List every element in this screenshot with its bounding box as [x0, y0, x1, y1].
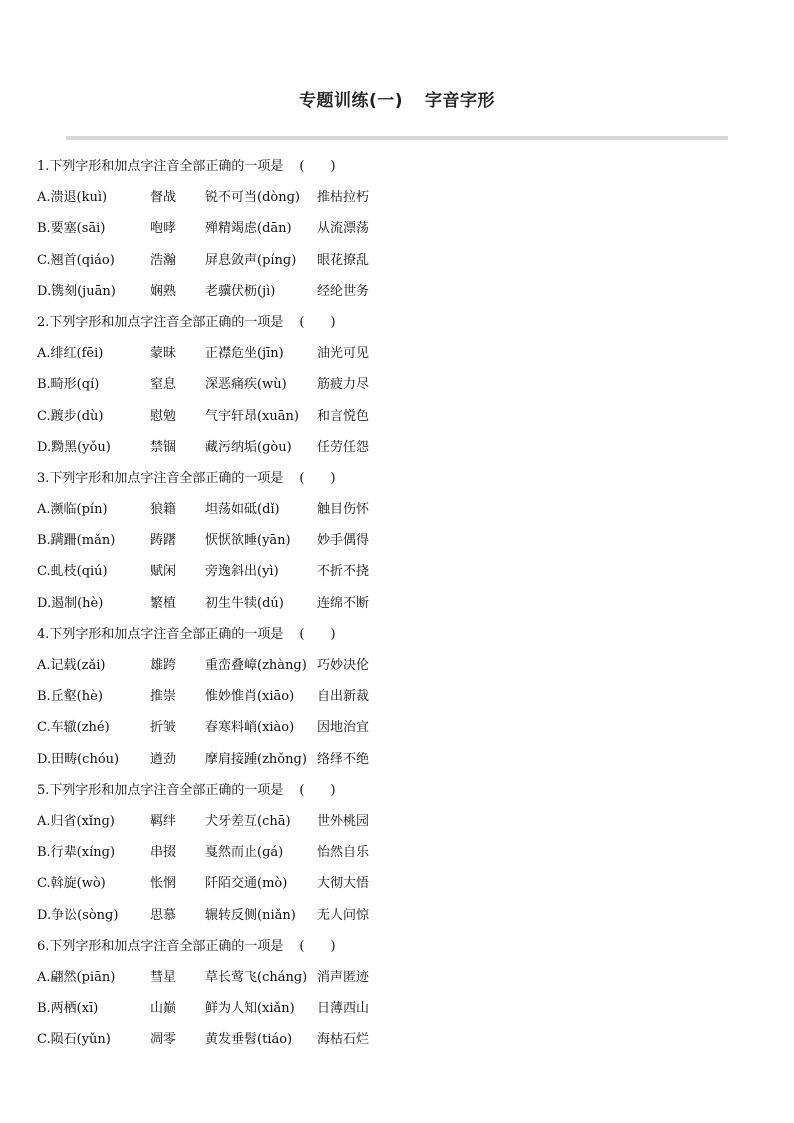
option-word-3: 鲜为人知(xiǎn) — [205, 1001, 295, 1017]
option-word-1: C.虬枝(qiú) — [37, 564, 108, 580]
option-word-1: B.丘壑(hè) — [37, 689, 103, 705]
option-row-1d — [37, 276, 757, 307]
question-number: 6. — [37, 938, 50, 954]
option-word-3: 草长莺飞(chánɡ) — [205, 969, 308, 985]
option-word-3: 阡陌交通(mò) — [205, 876, 288, 892]
option-row-3c — [37, 556, 757, 587]
question-number: 4. — [37, 626, 50, 642]
option-word-2: 督战 — [150, 190, 177, 206]
option-row-1b — [37, 213, 757, 244]
option-word-2: 串掇 — [150, 845, 177, 861]
option-word-3: 藏污纳垢(ɡòu) — [205, 439, 292, 455]
question-number: 2. — [37, 314, 50, 330]
option-word-2: 雄跨 — [150, 658, 177, 673]
option-word-2: 折皱 — [150, 720, 177, 736]
option-word-2: 踌躇 — [150, 533, 177, 549]
option-word-3: 黄发垂髫(tiáo) — [205, 1032, 293, 1048]
option-word-3: 屏息敛声(pínɡ) — [205, 252, 297, 268]
question-text: 下列字形和加点字注音全部正确的一项是 — [49, 782, 284, 798]
option-word-4: 大彻大悟 — [317, 876, 370, 892]
option-row-6b — [37, 993, 757, 1024]
option-word-2: 山巅 — [150, 1001, 177, 1017]
question-list — [37, 151, 757, 1055]
answer-bracket: ( ) — [299, 626, 336, 642]
option-word-4: 推枯拉朽 — [317, 190, 370, 206]
option-row-4a — [37, 650, 757, 681]
option-word-1: B.行辈(xínɡ) — [37, 845, 116, 861]
option-word-1: A.濒临(pín) — [37, 502, 108, 518]
option-word-3: 坦荡如砥(dǐ) — [205, 502, 280, 518]
question-stem-6 — [37, 931, 757, 962]
title-divider — [66, 136, 728, 140]
answer-bracket: ( ) — [299, 782, 336, 798]
question-text: 下列字形和加点字注音全部正确的一项是 — [49, 159, 284, 174]
option-row-6c — [37, 1024, 757, 1055]
page-title — [0, 86, 794, 111]
option-row-6a — [37, 962, 757, 993]
option-word-4: 妙手偶得 — [317, 533, 370, 549]
option-word-2: 遒劲 — [150, 751, 177, 767]
option-word-1: C.翘首(qiáo) — [37, 252, 115, 268]
option-word-1: D.田畴(chóu) — [37, 751, 120, 767]
option-word-1: A.绯红(fēi) — [37, 346, 104, 362]
option-word-1: C.车辙(zhé) — [37, 720, 110, 736]
option-row-2c — [37, 401, 757, 432]
option-word-4: 眼花撩乱 — [317, 252, 370, 268]
option-word-3: 辗转反侧(niǎn) — [205, 907, 296, 923]
option-word-3: 恹恹欲睡(yān) — [205, 533, 291, 549]
option-word-4: 从流漂荡 — [317, 221, 370, 237]
option-row-4d — [37, 744, 757, 775]
option-word-4: 油光可见 — [317, 346, 370, 362]
answer-bracket: ( ) — [299, 938, 336, 954]
option-row-1a — [37, 182, 757, 213]
option-word-4: 和言悦色 — [317, 408, 370, 424]
option-word-3: 锐不可当(dònɡ) — [205, 190, 300, 206]
option-word-2: 思慕 — [150, 907, 177, 923]
option-word-3: 气宇轩昂(xuān) — [205, 408, 299, 424]
option-word-1: A.记载(zǎi) — [37, 658, 106, 673]
option-row-5a — [37, 806, 757, 837]
answer-bracket: ( ) — [299, 314, 336, 330]
option-word-2: 慰勉 — [150, 408, 177, 424]
option-word-1: C.陨石(yǔn) — [37, 1032, 111, 1048]
option-word-1: D.遏制(hè) — [37, 595, 104, 611]
question-stem-2 — [37, 307, 757, 338]
option-word-3: 摩肩接踵(zhǒnɡ) — [205, 751, 307, 767]
answer-bracket: ( ) — [299, 159, 336, 174]
option-word-3: 重峦叠嶂(zhànɡ) — [205, 658, 307, 673]
option-word-2: 浩瀚 — [150, 252, 177, 268]
option-word-4: 不折不挠 — [317, 564, 370, 580]
option-word-4: 世外桃园 — [317, 813, 370, 829]
option-word-1: A.溃退(kuì) — [37, 190, 108, 206]
question-stem-1 — [37, 151, 757, 182]
option-row-5d — [37, 900, 757, 931]
question-stem-5 — [37, 775, 757, 806]
option-word-2: 怅惘 — [150, 876, 177, 892]
question-text: 下列字形和加点字注音全部正确的一项是 — [49, 938, 284, 954]
option-word-4: 消声匿迹 — [317, 969, 370, 985]
option-row-3b — [37, 525, 757, 556]
option-row-1c — [37, 245, 757, 276]
option-word-4: 无人问惊 — [317, 907, 370, 923]
option-word-1: B.畸形(qí) — [37, 377, 100, 393]
question-text: 下列字形和加点字注音全部正确的一项是 — [49, 314, 284, 330]
question-number: 3. — [37, 470, 50, 486]
option-word-3: 旁逸斜出(yì) — [205, 564, 279, 580]
title-sub: 字音字形 — [425, 91, 496, 111]
option-word-1: B.蹒跚(mǎn) — [37, 533, 116, 549]
option-row-2d — [37, 432, 757, 463]
option-word-2: 蒙昧 — [150, 346, 177, 362]
option-word-3: 惟妙惟肖(xiāo) — [205, 689, 295, 705]
option-word-4: 络绎不绝 — [317, 751, 370, 767]
option-word-2: 娴熟 — [150, 283, 177, 299]
option-word-2: 狼籍 — [150, 502, 177, 518]
option-row-4b — [37, 681, 757, 712]
option-word-2: 推崇 — [150, 689, 177, 705]
option-word-1: B.要塞(sāi) — [37, 221, 106, 237]
title-main: 专题训练(一) — [298, 91, 404, 111]
option-word-3: 老骥伏枥(jì) — [205, 283, 276, 299]
option-word-3: 春寒料峭(xiào) — [205, 720, 295, 736]
question-stem-3 — [37, 463, 757, 494]
question-number: 1. — [37, 159, 50, 174]
option-word-4: 自出新裁 — [317, 689, 370, 705]
question-text: 下列字形和加点字注音全部正确的一项是 — [49, 626, 284, 642]
option-word-1: C.斡旋(wò) — [37, 876, 106, 892]
option-word-4: 任劳任怨 — [317, 439, 370, 455]
question-stem-4 — [37, 619, 757, 650]
question-text: 下列字形和加点字注音全部正确的一项是 — [49, 470, 284, 486]
option-word-4: 连绵不断 — [317, 595, 370, 611]
option-word-4: 触目伤怀 — [317, 502, 370, 518]
option-word-1: D.黝黑(yǒu) — [37, 439, 111, 455]
option-word-2: 咆哮 — [150, 221, 177, 237]
option-row-5c — [37, 868, 757, 899]
option-word-3: 犬牙差互(chā) — [205, 813, 291, 829]
option-word-4: 筋疲力尽 — [317, 377, 370, 393]
option-word-3: 深恶痛疾(wù) — [205, 377, 287, 393]
option-word-2: 繁植 — [150, 595, 177, 611]
option-word-1: A.归省(xǐnɡ) — [37, 813, 115, 829]
option-word-3: 初生牛犊(dú) — [205, 595, 284, 611]
option-word-3: 殚精竭虑(dān) — [205, 221, 292, 237]
option-word-1: C.踱步(dù) — [37, 408, 104, 424]
answer-bracket: ( ) — [299, 470, 336, 486]
question-number: 5. — [37, 782, 50, 798]
option-word-3: 戛然而止(ɡá) — [205, 845, 284, 861]
option-row-3d — [37, 588, 757, 619]
option-word-4: 海枯石烂 — [317, 1032, 370, 1048]
option-word-1: D.争讼(sònɡ) — [37, 907, 119, 923]
option-word-2: 羁绊 — [150, 813, 177, 829]
option-word-2: 凋零 — [150, 1032, 177, 1048]
option-word-2: 禁锢 — [150, 439, 177, 455]
option-word-4: 日薄西山 — [317, 1001, 370, 1017]
option-word-1: B.两栖(xī) — [37, 1001, 99, 1017]
option-word-2: 彗星 — [150, 969, 177, 985]
option-row-3a — [37, 494, 757, 525]
option-word-4: 巧妙决伦 — [317, 658, 370, 673]
option-word-2: 窒息 — [150, 377, 177, 393]
option-word-1: A.翩然(piān) — [37, 969, 116, 985]
option-word-2: 赋闲 — [150, 564, 177, 580]
option-row-2b — [37, 369, 757, 400]
option-row-2a — [37, 338, 757, 369]
option-row-4c — [37, 712, 757, 743]
option-row-5b — [37, 837, 757, 868]
option-word-4: 经纶世务 — [317, 283, 370, 299]
option-word-1: D.镌刻(juān) — [37, 283, 116, 299]
option-word-4: 怡然自乐 — [317, 845, 370, 861]
option-word-3: 正襟危坐(jīn) — [205, 346, 284, 362]
option-word-4: 因地治宜 — [317, 720, 370, 736]
